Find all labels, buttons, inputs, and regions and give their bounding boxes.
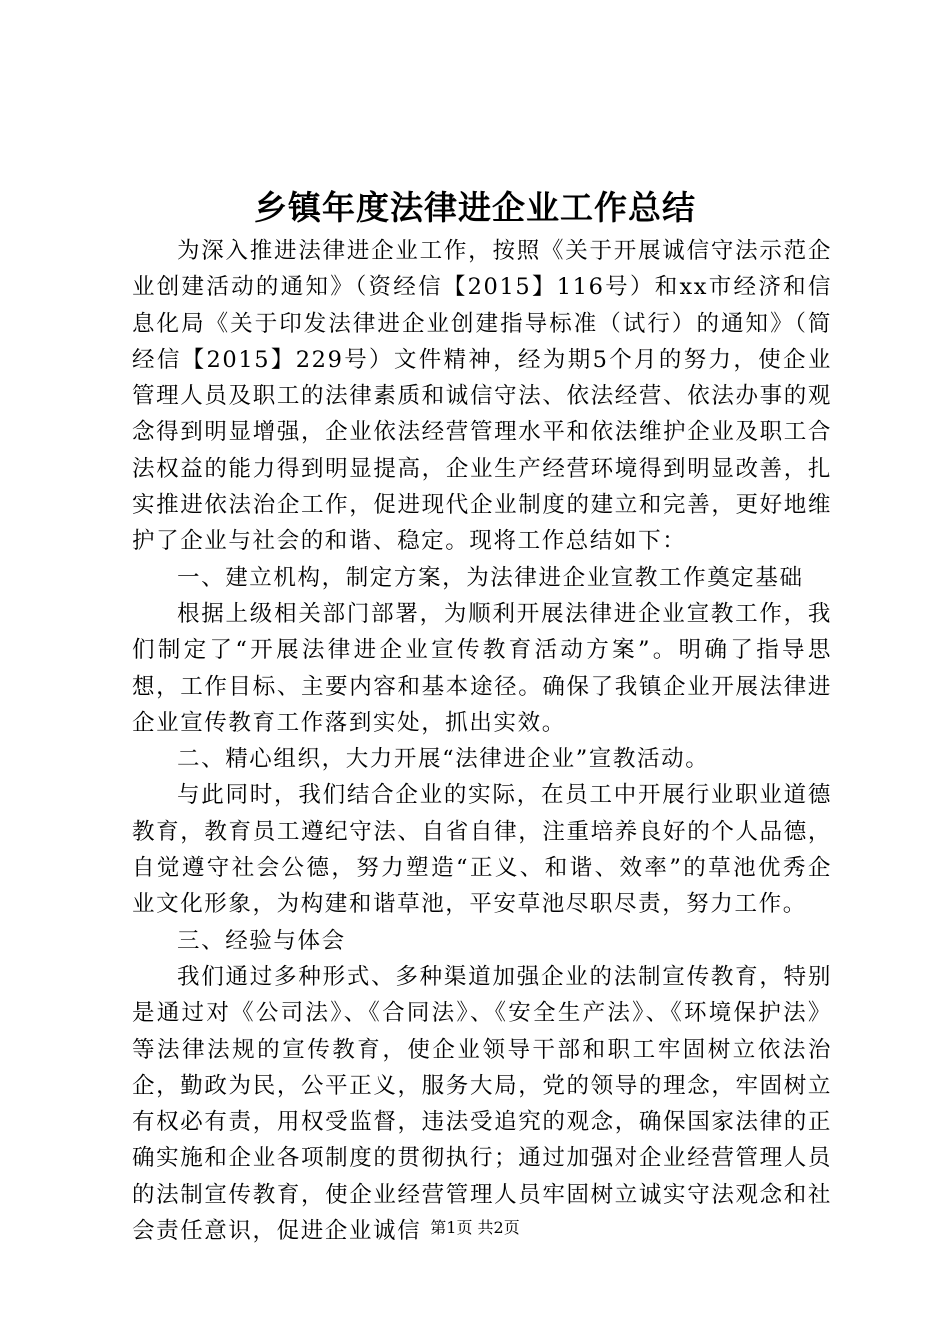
document-title: 乡镇年度法律进企业工作总结 — [254, 188, 696, 227]
section-heading-2: 二、精心组织，大力开展“法律进企业”宣教活动。 — [177, 746, 710, 773]
section-heading-1: 一、建立机构，制定方案，为法律进企业宣教工作奠定基础 — [177, 564, 804, 591]
paragraph-section-1: 根据上级相关部门部署，为顺利开展法律进企业宣教工作，我们制定了“开展法律进企业宣传教育活动方案”。明确了指导思想，工作目标、主要内容和基本途径。确保了我镇企业开展法律进企业宣传教育工作落到实处，抓出实效。 — [132, 600, 832, 736]
section-heading-3: 三、经验与体会 — [177, 927, 346, 954]
page-number-footer: 第1页 共2页 — [430, 1218, 520, 1237]
document-body — [132, 233, 832, 1249]
paragraph-intro: 为深入推进法律进企业工作，按照《关于开展诚信守法示范企业创建活动的通知》（资经信【2015】116号）和xx市经济和信息化局《关于印发法律进企业创建指导标准（试行）的通知》（简经信【2015】229号）文件精神，经为期5个月的努力，使企业管理人员及职工的法律素质和诚信守法、依法经营、依法办事的观念得到明显增强，企业依法经营管理水平和依法维护企业及职工合法权益的能力得到明显提高，企业生产经营环境得到明显改善，扎实推进依法治企工作，促进现代企业制度的建立和完善，更好地维护了企业与社会的和谐、稳定。现将工作总结如下： — [132, 238, 832, 555]
paragraph-section-3: 我们通过多种形式、多种渠道加强企业的法制宣传教育，特别是通过对《公司法》、《合同法》、《安全生产法》、《环境保护法》等法律法规的宣传教育，使企业领导干部和职工牢固树立依法治企，勤政为民，公平正义，服务大局，党的领导的理念，牢固树立有权必有责，用权受监督，违法受追究的观念，确保国家法律的正确实施和企业各项制度的贯彻执行；通过加强对企业经营管理人员的法制宣传教育，使企业经营管理人员牢固树立诚实守法观念和社会责任意识，促进企业诚信 — [132, 963, 832, 1245]
paragraph-section-2: 与此同时，我们结合企业的实际，在员工中开展行业职业道德教育，教育员工遵纪守法、自省自律，注重培养良好的个人品德，自觉遵守社会公德，努力塑造“正义、和谐、效率”的草池优秀企业文化形象，为构建和谐草池，平安草池尽职尽责，努力工作。 — [132, 782, 832, 918]
